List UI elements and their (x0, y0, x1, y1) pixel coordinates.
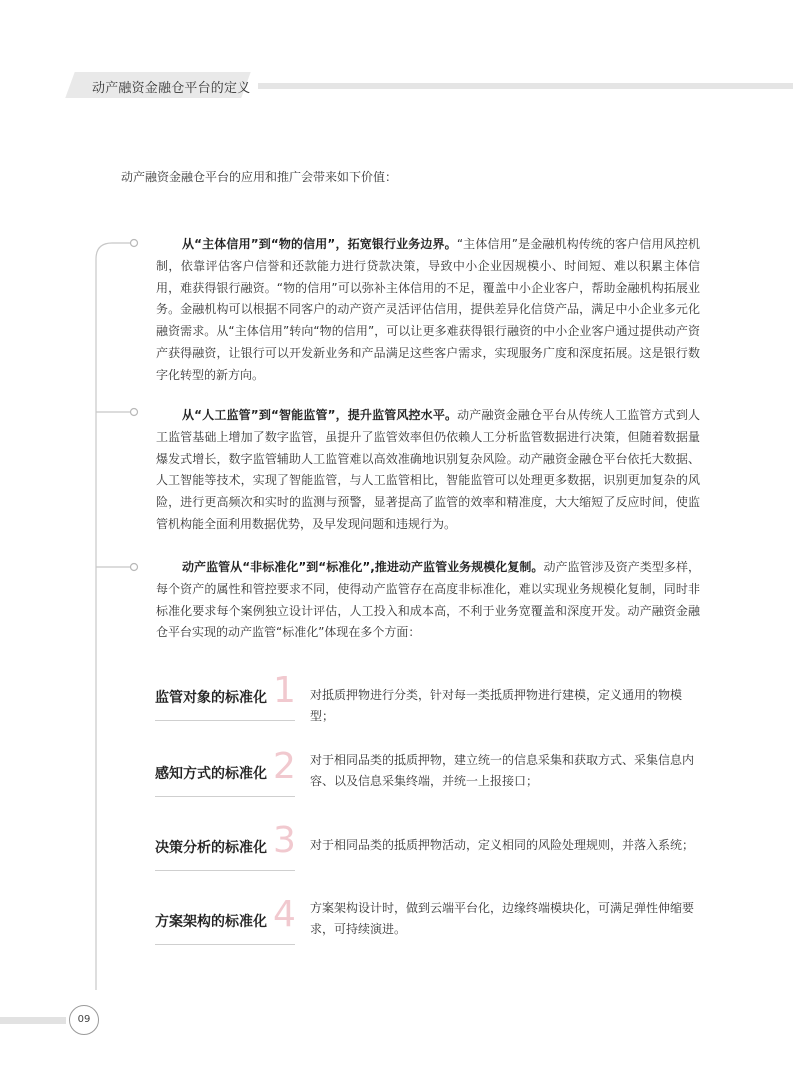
standard-label: 感知方式的标准化 (155, 766, 267, 782)
timeline-line (96, 243, 130, 990)
footer-bar (0, 1017, 66, 1024)
standard-underline (155, 796, 295, 797)
section-body: “主体信用”是金融机构传统的客户信用风控机制，依靠评估客户信誉和还款能力进行贷款决策，导致中小企业因规模小、时间短、难以积累主体信用，难获得银行融资。“物的信用”可以弥补主体信用的不足，覆盖中小企业客户，帮助金融机构拓展业务。金融机构可以根据不同客户的动产资产灵活评估信用，提供差异化信贷产品，满足中小企业多元化融资需求。从“主体信用”转向“物的信用”，可以让更多难获得银行融资的中小企业客户通过提供动产资产获得融资，让银行可以开发新业务和产品满足这些客户需求，实现服务广度和深度拓展。这是银行数字化转型的新方向。 (156, 237, 700, 382)
intro-text: 动产融资金融仓平台的应用和推广会带来如下价值： (121, 170, 398, 184)
standard-description: 对抵质押物进行分类，针对每一类抵质押物进行建模，定义通用的物模型； (310, 688, 683, 723)
section-body: 动产监管涉及资产类型多样，每个资产的属性和管控要求不同，使得动产监管存在高度非标准化，难以实现业务规模化复制，同时非标准化要求每个案例独立设计评估，人工投入和成本高，不利于业务宽覆盖和深度开发。动产融资金融仓平台实现的动产监管“标准化”体现在多个方面： (156, 560, 700, 640)
standard-underline (155, 944, 295, 945)
standard-number: 4 (273, 894, 296, 935)
standard-number: 2 (273, 746, 296, 787)
standard-label: 监管对象的标准化 (155, 690, 267, 706)
standard-description: 对于相同品类的抵质押物活动，定义相同的风险处理规则，并落入系统； (310, 838, 695, 852)
standard-label: 方案架构的标准化 (155, 914, 267, 930)
value-section-standardization (156, 557, 700, 644)
value-section-supervision (156, 405, 700, 536)
standard-description: 方案架构设计时，做到云端平台化，边缘终端模块化，可满足弹性伸缩要求，可持续演进。 (310, 901, 695, 936)
standard-number: 3 (273, 820, 296, 861)
section-title: 动产融资金融仓平台的定义 (92, 81, 251, 96)
section-heading: 从“主体信用”到“物的信用”，拓宽银行业务边界。 (182, 237, 457, 251)
section-heading: 从“人工监管”到“智能监管”，提升监管风控水平。 (182, 408, 458, 422)
value-section-credit (156, 234, 700, 387)
header-divider (258, 83, 793, 89)
timeline-node-3 (131, 564, 138, 571)
standard-underline (155, 870, 295, 871)
standard-underline (155, 720, 295, 721)
timeline-node-1 (131, 240, 138, 247)
standard-description: 对于相同品类的抵质押物，建立统一的信息采集和获取方式、采集信息内容、以及信息采集终端，并统一上报接口； (310, 753, 695, 788)
section-body: 动产融资金融仓平台从传统人工监管方式到人工监管基础上增加了数字监管，虽提升了监管效率但仍依赖人工分析监管数据进行决策，但随着数据量爆发式增长，数字监管辅助人工监管难以高效准确地识别复杂风险。动产融资金融仓平台依托大数据、人工智能等技术，实现了智能监管，与人工监管相比，智能监管可以处理更多数据，识别更加复杂的风险，进行更高频次和实时的监测与预警，显著提高了监管的效率和精准度，大大缩短了反应时间，使监管机构能全面利用数据优势，及早发现问题和违规行为。 (156, 408, 700, 531)
standard-label: 决策分析的标准化 (155, 840, 267, 856)
timeline-node-2 (131, 409, 138, 416)
page-number: 09 (69, 1005, 99, 1035)
section-heading: 动产监管从“非标准化”到“标准化”,推进动产监管业务规模化复制。 (182, 560, 544, 574)
standard-number: 1 (273, 670, 296, 711)
